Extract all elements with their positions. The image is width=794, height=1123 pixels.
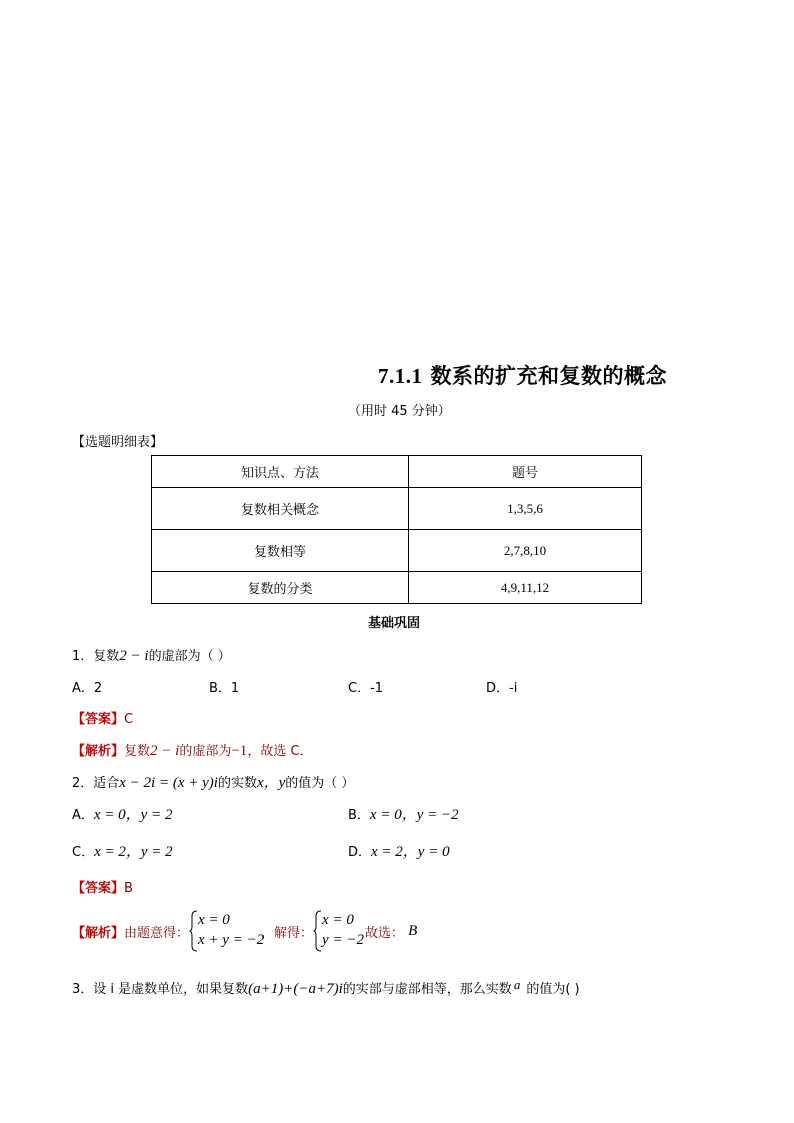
option-expression: x = 0，y = −2 <box>369 807 459 823</box>
q2-option-d <box>348 840 450 861</box>
analysis-choice: B <box>408 922 418 939</box>
section-label: 【选题明细表】 <box>72 435 164 450</box>
analysis-text: ，解得： <box>261 925 314 941</box>
answer-tag: 【答案】 <box>72 881 125 896</box>
analysis-text: 故选： <box>365 925 405 941</box>
equation-line: x = 0 <box>198 912 230 928</box>
option-label: A． <box>72 808 94 823</box>
answer-value: C <box>124 712 134 727</box>
q2-option-a <box>72 803 172 824</box>
equation-line: y = −2 <box>322 932 364 948</box>
option-label: C． <box>72 845 95 860</box>
q2-answer <box>72 877 133 896</box>
q1-option-b: B．1 <box>209 681 240 696</box>
time-note: （用时 45 分钟） <box>348 404 451 419</box>
q2-suffix: 的值为（ ） <box>285 776 355 791</box>
document-title <box>378 360 667 390</box>
q2-analysis <box>72 910 417 952</box>
option-label: B． <box>348 808 370 823</box>
table-cell: 复数相等 <box>152 530 409 572</box>
answer-value: B <box>124 881 133 896</box>
q3-var: a <box>513 977 521 992</box>
section-heading: 基础巩固 <box>368 616 421 631</box>
answer-tag: 【答案】 <box>72 712 125 727</box>
option-expression: x = 2，y = 2 <box>94 844 173 860</box>
analysis-text: ，故选 C． <box>247 744 313 759</box>
q1-expression: 2 − i <box>119 648 149 664</box>
table-cell: 2,7,8,10 <box>409 530 642 572</box>
question-2 <box>72 771 354 792</box>
q3-suffix: 的值为( ) <box>526 982 580 997</box>
analysis-value: −1 <box>231 743 248 759</box>
q1-option-d: D．-i <box>486 681 518 696</box>
q2-option-b <box>348 803 459 824</box>
equation-system <box>313 910 365 952</box>
table-cell: 复数相关概念 <box>152 488 409 530</box>
q1-answer <box>72 708 133 727</box>
title-number: 7.1.1 <box>378 364 423 388</box>
option-expression: x = 0，y = 2 <box>93 807 173 823</box>
q3-mid: 的实部与虚部相等，那么实数 <box>342 982 512 997</box>
equation-system <box>189 910 265 952</box>
analysis-tag: 【解析】 <box>72 744 125 759</box>
q3-prefix: 3．设 i 是虚数单位，如果复数 <box>72 982 249 997</box>
table-row <box>152 572 642 604</box>
q1-analysis <box>72 740 313 760</box>
table-header: 知识点、方法 <box>152 456 409 488</box>
topic-table <box>151 455 642 604</box>
equation-line: x + y = −2 <box>198 932 265 948</box>
q2-vars: x，y <box>256 775 286 791</box>
table-cell: 复数的分类 <box>152 572 409 604</box>
q1-suffix: 的虚部为（ ） <box>148 649 231 664</box>
q1-prefix: 1．复数 <box>72 649 120 664</box>
q1-option-c: C．-1 <box>348 681 384 696</box>
q2-option-c <box>72 840 173 861</box>
option-expression: x = 2，y = 0 <box>371 844 450 860</box>
analysis-text: 由题意得： <box>124 925 190 941</box>
table-header-row <box>152 456 642 488</box>
analysis-expression: 2 − i <box>150 743 180 759</box>
q1-option-a: A．2 <box>72 681 103 696</box>
question-3 <box>72 977 580 998</box>
option-label: D． <box>348 845 372 860</box>
title-text: 数系的扩充和复数的概念 <box>430 364 667 388</box>
table-header: 题号 <box>409 456 642 488</box>
table-cell: 4,9,11,12 <box>409 572 642 604</box>
question-1 <box>72 645 231 665</box>
q2-mid: 的实数 <box>217 776 257 791</box>
q2-prefix: 2．适合 <box>72 776 120 791</box>
q3-expression: (a+1)+(−a+7)i <box>248 981 343 997</box>
analysis-tag: 【解析】 <box>72 925 125 941</box>
brace-icon <box>313 910 322 952</box>
analysis-text: 复数 <box>124 744 151 759</box>
table-row <box>152 488 642 530</box>
table-row <box>152 530 642 572</box>
q2-expression: x − 2i = (x + y)i <box>119 775 218 791</box>
table-cell: 1,3,5,6 <box>409 488 642 530</box>
brace-icon <box>189 910 198 952</box>
analysis-text: 的虚部为 <box>179 744 232 759</box>
equation-line: x = 0 <box>322 912 354 928</box>
